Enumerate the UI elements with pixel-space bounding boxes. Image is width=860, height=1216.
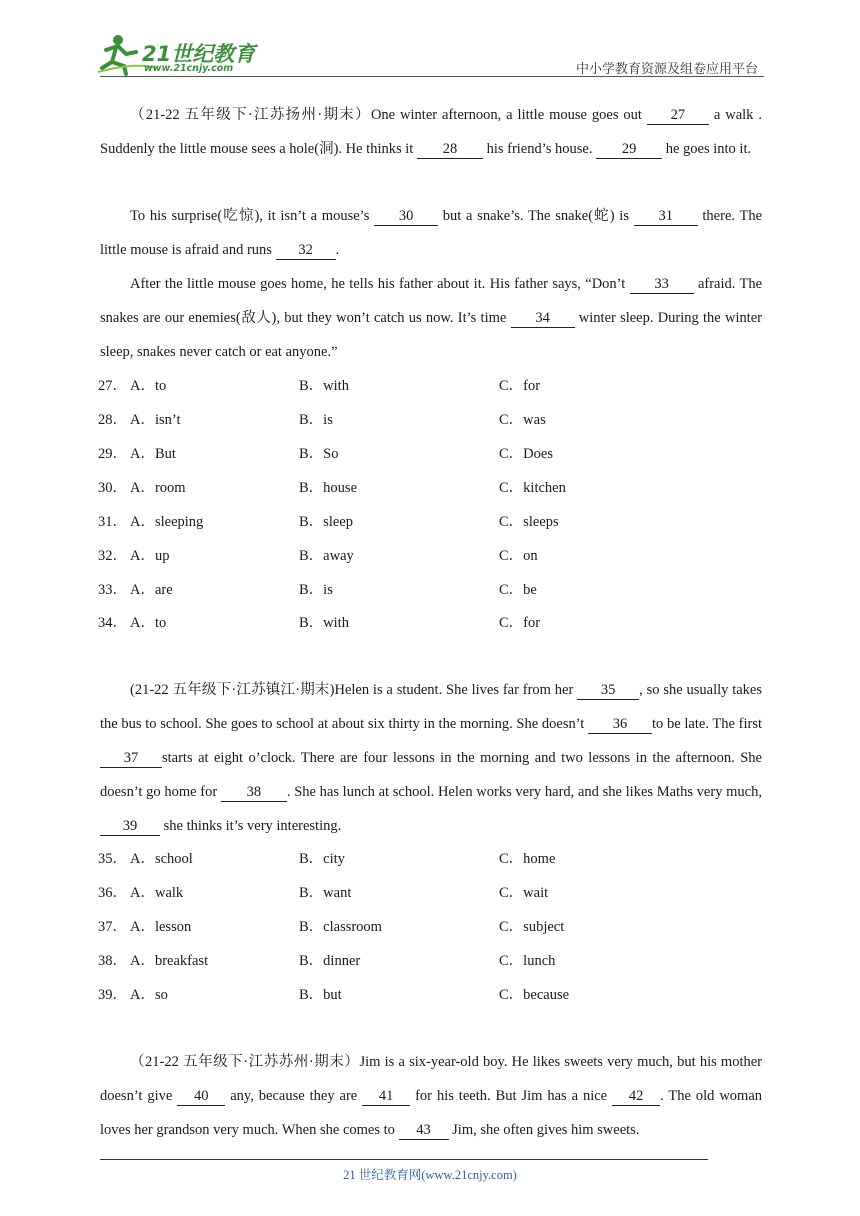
option-a[interactable]: A．breakfast: [130, 953, 209, 969]
page-header: [96, 30, 764, 78]
blank-39[interactable]: 39: [100, 817, 160, 836]
passage-text: to be late. The first: [652, 716, 762, 732]
blank-43[interactable]: 43: [399, 1121, 449, 1140]
passage-text: there. The little mouse is afraid and runs: [100, 208, 763, 258]
passage-text: any, because they are: [225, 1088, 363, 1104]
blank-41[interactable]: 41: [362, 1087, 410, 1106]
passage-1-p2: [100, 199, 762, 267]
option-c[interactable]: C．subject: [499, 919, 565, 935]
footer-rule: [100, 1159, 708, 1160]
logo-text: 21世纪教育: [142, 42, 256, 66]
option-c[interactable]: C．was: [499, 412, 546, 428]
option-c[interactable]: C．for: [499, 378, 541, 394]
blank-28[interactable]: 28: [417, 140, 483, 159]
option-c[interactable]: C．home: [499, 851, 556, 867]
passage-text: . The old woman loves her grandson very much. When she comes to: [100, 1088, 763, 1138]
question-number: 39．: [98, 987, 127, 1003]
option-b[interactable]: B．away: [299, 548, 354, 564]
blank-27[interactable]: 27: [647, 106, 709, 125]
blank-29[interactable]: 29: [596, 140, 662, 159]
option-c[interactable]: C．because: [499, 987, 570, 1003]
option-c[interactable]: C．on: [499, 548, 538, 564]
passage-text: a walk . Suddenly the little mouse sees a hole(洞). He thinks it: [100, 107, 762, 157]
passage-text: Jim, she often gives him sweets.: [448, 1122, 640, 1138]
passage-text: his friend’s house.: [482, 141, 597, 157]
option-a[interactable]: A．so: [130, 987, 168, 1003]
option-c[interactable]: C．for: [499, 615, 541, 631]
passage-2: [100, 673, 762, 843]
option-a[interactable]: A．school: [130, 851, 193, 867]
question-number: 37．: [98, 919, 127, 935]
question-number: 28．: [98, 412, 127, 428]
option-c[interactable]: C．kitchen: [499, 480, 566, 496]
blank-42[interactable]: 42: [612, 1087, 660, 1106]
blank-33[interactable]: 33: [630, 275, 694, 294]
passage-text: (21-22 五年级下·江苏镇江·期末)Helen is a student. She lives far from her: [130, 682, 578, 698]
option-a[interactable]: A．to: [130, 378, 167, 394]
option-a[interactable]: A．walk: [130, 885, 184, 901]
option-c[interactable]: C．wait: [499, 885, 549, 901]
option-a[interactable]: A．isn’t: [130, 412, 181, 428]
option-b[interactable]: B．dinner: [299, 953, 361, 969]
question-number: 27．: [98, 378, 127, 394]
blank-31[interactable]: 31: [634, 207, 698, 226]
option-b[interactable]: B．is: [299, 582, 333, 598]
blank-40[interactable]: 40: [177, 1087, 225, 1106]
option-b[interactable]: B．is: [299, 412, 333, 428]
option-c[interactable]: C．Does: [499, 446, 553, 462]
passage-text: , so she usually takes the bus to school. She goes to school at about six thirty in the morning. She doesn’t: [100, 682, 762, 732]
site-logo: [96, 32, 266, 76]
logo-url: www.21cnjy.com: [144, 63, 234, 74]
question-number: 30．: [98, 480, 127, 496]
blank-34[interactable]: 34: [511, 309, 575, 328]
option-a[interactable]: A．room: [130, 480, 186, 496]
question-number: 38．: [98, 953, 127, 969]
question-number: 34．: [98, 615, 127, 631]
passage-text: she thinks it’s very interesting.: [160, 818, 342, 834]
question-number: 32．: [98, 548, 127, 564]
blank-38[interactable]: 38: [221, 783, 287, 802]
passage-1-intro: [100, 98, 762, 166]
option-a[interactable]: A．up: [130, 548, 170, 564]
passage-text: but a snake’s. The snake(蛇) is: [438, 208, 634, 224]
passage-text: he goes into it.: [662, 141, 752, 157]
blank-32[interactable]: 32: [276, 241, 336, 260]
passage-text: （21-22 五年级下·江苏苏州·期末）Jim is a six-year-old boy. He likes sweets very much, but his mother doesn’t give: [100, 1054, 762, 1104]
option-b[interactable]: B．house: [299, 480, 357, 496]
passage-text: for his teeth. But Jim has a nice: [410, 1088, 613, 1104]
question-number: 35．: [98, 851, 127, 867]
option-a[interactable]: A．But: [130, 446, 176, 462]
question-number: 36．: [98, 885, 127, 901]
passage-3: [100, 1045, 762, 1147]
option-b[interactable]: B．want: [299, 885, 352, 901]
passage-text: starts at eight o’clock. There are four lessons in the morning and two lessons in the afternoon. She doesn’t go home for: [100, 750, 762, 800]
option-b[interactable]: B．with: [299, 378, 349, 394]
passage-text: winter sleep. During the winter sleep, snakes never catch or eat anyone.”: [100, 310, 763, 360]
blank-30[interactable]: 30: [374, 207, 438, 226]
blank-37[interactable]: 37: [100, 749, 162, 768]
option-c[interactable]: C．be: [499, 582, 537, 598]
passage-text: （21-22 五年级下·江苏扬州·期末）One winter afternoon, a little mouse goes out: [130, 107, 647, 123]
header-rule: [100, 76, 764, 77]
page-footer[interactable]: 21 世纪教育网(www.21cnjy.com): [343, 1168, 517, 1182]
passage-text: To his surprise(吃惊), it isn’t a mouse’s: [130, 208, 375, 224]
option-a[interactable]: A．lesson: [130, 919, 192, 935]
platform-name: 中小学教育资源及组卷应用平台: [575, 61, 758, 76]
option-c[interactable]: C．lunch: [499, 953, 556, 969]
blank-36[interactable]: 36: [588, 715, 652, 734]
passage-text: After the little mouse goes home, he tells his father about it. His father says, “Don’t: [130, 276, 630, 292]
passage-text: . She has lunch at school. Helen works very hard, and she likes Maths very much,: [286, 784, 762, 800]
passage-text: afraid. The snakes are our enemies(敌人), but they won’t catch us now. It’s time: [100, 276, 762, 326]
option-a[interactable]: A．to: [130, 615, 167, 631]
blank-35[interactable]: 35: [577, 681, 639, 700]
option-b[interactable]: B．but: [299, 987, 342, 1003]
passage-1-p3: [100, 267, 762, 369]
option-b[interactable]: B．classroom: [299, 919, 382, 935]
question-number: 31．: [98, 514, 127, 530]
question-number: 33．: [98, 582, 127, 598]
option-b[interactable]: B．with: [299, 615, 349, 631]
question-number: 29．: [98, 446, 127, 462]
option-a[interactable]: A．sleeping: [130, 514, 204, 530]
option-a[interactable]: A．are: [130, 582, 173, 598]
option-c[interactable]: C．sleeps: [499, 514, 559, 530]
option-b[interactable]: B．city: [299, 851, 345, 867]
passage-text: .: [335, 242, 340, 258]
option-b[interactable]: B．So: [299, 446, 339, 462]
option-b[interactable]: B．sleep: [299, 514, 353, 530]
